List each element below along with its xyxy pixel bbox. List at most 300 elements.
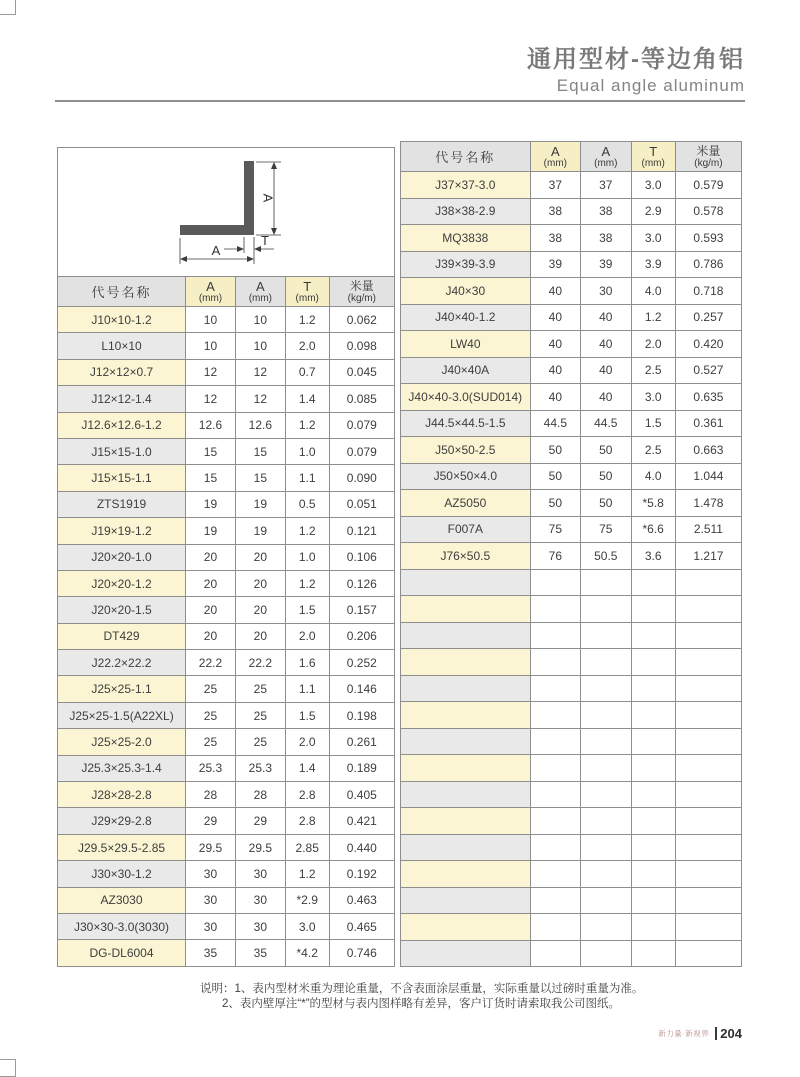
value-cell: [675, 887, 741, 914]
value-cell: [530, 834, 580, 861]
table-row: [401, 675, 742, 702]
page-subtitle: Equal angle aluminum: [556, 76, 745, 95]
value-cell: 0.051: [329, 491, 394, 517]
code-cell: AZ5050: [401, 490, 531, 517]
value-cell: 0.718: [675, 278, 741, 305]
value-cell: 10: [235, 333, 285, 359]
value-cell: [631, 675, 675, 702]
table-row: [58, 782, 395, 808]
code-cell: [401, 781, 531, 808]
col-header-t: T (mm): [631, 142, 675, 172]
code-cell: J50×50×4.0: [401, 463, 531, 490]
value-cell: 1.2: [285, 307, 329, 333]
code-cell: [401, 887, 531, 914]
code-cell: [401, 808, 531, 835]
registration-mark-bottom-left: [0, 1059, 16, 1077]
table-row: [58, 333, 395, 359]
value-cell: 29.5: [186, 834, 236, 860]
value-cell: 12: [186, 386, 236, 412]
value-cell: [581, 940, 631, 967]
value-cell: *2.9: [285, 887, 329, 913]
value-cell: 25: [235, 702, 285, 728]
value-cell: 19: [235, 491, 285, 517]
value-cell: 0.579: [675, 172, 741, 199]
code-cell: [401, 596, 531, 623]
table-row: [401, 490, 742, 517]
value-cell: [631, 596, 675, 623]
code-cell: J28×28-2.8: [58, 782, 186, 808]
value-cell: [581, 808, 631, 835]
code-cell: J25×25-2.0: [58, 729, 186, 755]
table-row: [401, 755, 742, 782]
table-row: [58, 307, 395, 333]
value-cell: 75: [530, 516, 580, 543]
value-cell: 12: [186, 359, 236, 385]
code-cell: [401, 914, 531, 941]
value-cell: 0.085: [329, 386, 394, 412]
table-row: [401, 384, 742, 411]
value-cell: [581, 596, 631, 623]
code-cell: J12×12×0.7: [58, 359, 186, 385]
value-cell: 1.2: [285, 518, 329, 544]
value-cell: 2.85: [285, 834, 329, 860]
value-cell: [675, 702, 741, 729]
value-cell: 1.0: [285, 544, 329, 570]
footer-divider: [715, 1027, 717, 1040]
value-cell: [581, 649, 631, 676]
value-cell: 0.192: [329, 861, 394, 887]
code-cell: L10×10: [58, 333, 186, 359]
value-cell: [631, 569, 675, 596]
value-cell: 2.8: [285, 782, 329, 808]
code-cell: [401, 861, 531, 888]
table-row: [401, 861, 742, 888]
value-cell: 0.045: [329, 359, 394, 385]
code-cell: J22.2×22.2: [58, 650, 186, 676]
value-cell: 50: [530, 437, 580, 464]
value-cell: 0.189: [329, 755, 394, 781]
value-cell: [530, 596, 580, 623]
value-cell: 1.478: [675, 490, 741, 517]
value-cell: 35: [186, 940, 236, 966]
value-cell: 1.1: [285, 676, 329, 702]
page-title: 通用型材-等边角铝: [527, 46, 745, 73]
table-row: [58, 861, 395, 887]
value-cell: 40: [581, 357, 631, 384]
table-row: [58, 438, 395, 464]
value-cell: 0.420: [675, 331, 741, 358]
table-row: [401, 940, 742, 967]
value-cell: 25.3: [186, 755, 236, 781]
page-footer: [658, 1026, 742, 1041]
value-cell: 12: [235, 386, 285, 412]
table-row: [401, 914, 742, 941]
code-cell: LW40: [401, 331, 531, 358]
col-header-a2: A (mm): [581, 142, 631, 172]
table-row: [401, 225, 742, 252]
code-cell: AZ3030: [58, 887, 186, 913]
value-cell: 75: [581, 516, 631, 543]
col-header-weight: 米量 (kg/m): [675, 142, 741, 172]
value-cell: 30: [186, 913, 236, 939]
code-cell: J19×19-1.2: [58, 518, 186, 544]
code-cell: J12.6×12.6-1.2: [58, 412, 186, 438]
value-cell: 40: [581, 331, 631, 358]
value-cell: 28: [186, 782, 236, 808]
value-cell: [675, 834, 741, 861]
note-line-2: 2、表内壁厚注“*”的型材与表内图样略有差异，客户订货时请索取我公司图纸。: [222, 998, 621, 1010]
page-header: [527, 46, 745, 96]
value-cell: 12.6: [186, 412, 236, 438]
value-cell: [675, 675, 741, 702]
value-cell: 0.198: [329, 702, 394, 728]
table-row: [58, 491, 395, 517]
value-cell: *6.6: [631, 516, 675, 543]
code-cell: J15×15-1.1: [58, 465, 186, 491]
value-cell: 3.6: [631, 543, 675, 570]
value-cell: 20: [235, 597, 285, 623]
table-row: [401, 463, 742, 490]
value-cell: [530, 649, 580, 676]
value-cell: [631, 702, 675, 729]
col-header-name: 代号名称: [58, 277, 186, 307]
code-cell: J20×20-1.0: [58, 544, 186, 570]
value-cell: 0.098: [329, 333, 394, 359]
table-row: [401, 198, 742, 225]
value-cell: 37: [581, 172, 631, 199]
code-cell: [401, 728, 531, 755]
table-row: [401, 728, 742, 755]
value-cell: 35: [235, 940, 285, 966]
code-cell: J39×39-3.9: [401, 251, 531, 278]
table-row: [58, 597, 395, 623]
value-cell: 0.578: [675, 198, 741, 225]
value-cell: 39: [530, 251, 580, 278]
table-row: [58, 359, 395, 385]
code-cell: J44.5×44.5-1.5: [401, 410, 531, 437]
value-cell: [675, 569, 741, 596]
value-cell: 15: [186, 465, 236, 491]
value-cell: [631, 940, 675, 967]
code-cell: [401, 755, 531, 782]
table-row: [58, 544, 395, 570]
table-row: [401, 251, 742, 278]
footer-brand: 新力量·新视界: [658, 1029, 710, 1038]
value-cell: 25: [186, 729, 236, 755]
value-cell: [581, 781, 631, 808]
value-cell: 0.421: [329, 808, 394, 834]
value-cell: 0.635: [675, 384, 741, 411]
code-cell: [401, 622, 531, 649]
value-cell: 20: [186, 570, 236, 596]
header-row: [401, 142, 742, 172]
value-cell: 25: [186, 676, 236, 702]
profile-vertical-leg: [244, 161, 254, 235]
table-row: [401, 834, 742, 861]
value-cell: 1.4: [285, 755, 329, 781]
value-cell: 12.6: [235, 412, 285, 438]
value-cell: 0.786: [675, 251, 741, 278]
code-cell: J29×29-2.8: [58, 808, 186, 834]
value-cell: 2.511: [675, 516, 741, 543]
value-cell: 20: [186, 544, 236, 570]
value-cell: 0.5: [285, 491, 329, 517]
right-spec-table-section: [400, 141, 742, 967]
value-cell: 2.5: [631, 357, 675, 384]
table-row: [58, 676, 395, 702]
value-cell: [675, 622, 741, 649]
value-cell: [631, 887, 675, 914]
value-cell: 1.2: [285, 570, 329, 596]
value-cell: 0.405: [329, 782, 394, 808]
value-cell: 30: [186, 887, 236, 913]
value-cell: 1.5: [285, 702, 329, 728]
code-cell: J25×25-1.1: [58, 676, 186, 702]
value-cell: [581, 569, 631, 596]
value-cell: 0.7: [285, 359, 329, 385]
value-cell: 0.121: [329, 518, 394, 544]
value-cell: [675, 808, 741, 835]
value-cell: [530, 622, 580, 649]
value-cell: 10: [186, 307, 236, 333]
value-cell: 3.0: [631, 225, 675, 252]
value-cell: 3.9: [631, 251, 675, 278]
code-cell: J30×30-1.2: [58, 861, 186, 887]
code-cell: [401, 834, 531, 861]
registration-mark-top-left: [0, 0, 16, 15]
value-cell: [675, 781, 741, 808]
value-cell: [530, 675, 580, 702]
col-header-a2: A (mm): [235, 277, 285, 307]
code-cell: J15×15-1.0: [58, 438, 186, 464]
code-cell: J25.3×25.3-1.4: [58, 755, 186, 781]
table-row: [58, 913, 395, 939]
value-cell: 1.2: [631, 304, 675, 331]
code-cell: J40×30: [401, 278, 531, 305]
table-row: [58, 702, 395, 728]
code-cell: J37×37-3.0: [401, 172, 531, 199]
value-cell: 1.0: [285, 438, 329, 464]
code-cell: ZTS1919: [58, 491, 186, 517]
col-header-name: 代号名称: [401, 142, 531, 172]
value-cell: [581, 675, 631, 702]
code-cell: [401, 569, 531, 596]
table-row: [58, 650, 395, 676]
table-row: [401, 516, 742, 543]
value-cell: 22.2: [235, 650, 285, 676]
value-cell: 40: [530, 278, 580, 305]
page-number: 204: [720, 1026, 742, 1041]
value-cell: 3.0: [631, 172, 675, 199]
value-cell: 25.3: [235, 755, 285, 781]
code-cell: J40×40-1.2: [401, 304, 531, 331]
value-cell: 28: [235, 782, 285, 808]
value-cell: 0.079: [329, 412, 394, 438]
profile-horizontal-leg: [180, 225, 254, 235]
table-row: [401, 808, 742, 835]
value-cell: [581, 728, 631, 755]
value-cell: 1.2: [285, 861, 329, 887]
value-cell: 44.5: [530, 410, 580, 437]
value-cell: 3.0: [631, 384, 675, 411]
value-cell: 4.0: [631, 278, 675, 305]
code-cell: J38×38-2.9: [401, 198, 531, 225]
value-cell: [675, 914, 741, 941]
value-cell: [530, 887, 580, 914]
value-cell: [631, 808, 675, 835]
value-cell: 40: [581, 304, 631, 331]
code-cell: J10×10-1.2: [58, 307, 186, 333]
table-row: [58, 808, 395, 834]
table-row: [401, 543, 742, 570]
value-cell: *4.2: [285, 940, 329, 966]
table-row: [58, 940, 395, 966]
value-cell: [631, 728, 675, 755]
col-header-a1: A (mm): [530, 142, 580, 172]
value-cell: 20: [186, 597, 236, 623]
value-cell: 50: [530, 463, 580, 490]
value-cell: [530, 728, 580, 755]
value-cell: [675, 649, 741, 676]
table-row: [401, 410, 742, 437]
value-cell: 1.4: [285, 386, 329, 412]
value-cell: 3.0: [285, 913, 329, 939]
table-row: [401, 331, 742, 358]
dim-label-t: T: [261, 233, 269, 248]
value-cell: 1.1: [285, 465, 329, 491]
value-cell: 40: [530, 331, 580, 358]
value-cell: 0.062: [329, 307, 394, 333]
value-cell: 50.5: [581, 543, 631, 570]
table-row: [58, 518, 395, 544]
code-cell: J76×50.5: [401, 543, 531, 570]
value-cell: 30: [235, 913, 285, 939]
value-cell: 39: [581, 251, 631, 278]
value-cell: 50: [530, 490, 580, 517]
header-rule: [55, 100, 745, 102]
value-cell: 12: [235, 359, 285, 385]
value-cell: [530, 781, 580, 808]
code-cell: J20×20-1.5: [58, 597, 186, 623]
value-cell: [581, 861, 631, 888]
value-cell: 30: [581, 278, 631, 305]
col-header-weight: 米量 (kg/m): [329, 277, 394, 307]
value-cell: 2.8: [285, 808, 329, 834]
code-cell: J50×50-2.5: [401, 437, 531, 464]
code-cell: DG-DL6004: [58, 940, 186, 966]
value-cell: 40: [581, 384, 631, 411]
value-cell: 20: [186, 623, 236, 649]
value-cell: 30: [186, 861, 236, 887]
code-cell: MQ3838: [401, 225, 531, 252]
value-cell: 0.463: [329, 887, 394, 913]
value-cell: 0.527: [675, 357, 741, 384]
value-cell: [631, 622, 675, 649]
value-cell: 0.593: [675, 225, 741, 252]
value-cell: 20: [235, 570, 285, 596]
value-cell: 15: [235, 465, 285, 491]
value-cell: [631, 834, 675, 861]
value-cell: 10: [186, 333, 236, 359]
value-cell: 4.0: [631, 463, 675, 490]
table-row: [401, 569, 742, 596]
value-cell: 0.126: [329, 570, 394, 596]
value-cell: 29.5: [235, 834, 285, 860]
table-row: [58, 755, 395, 781]
value-cell: [675, 728, 741, 755]
value-cell: 2.0: [285, 623, 329, 649]
table-row: [401, 781, 742, 808]
table-row: [401, 172, 742, 199]
table-row: [58, 570, 395, 596]
value-cell: 0.090: [329, 465, 394, 491]
value-cell: 2.0: [631, 331, 675, 358]
value-cell: 30: [235, 861, 285, 887]
code-cell: [401, 649, 531, 676]
value-cell: 0.157: [329, 597, 394, 623]
value-cell: 2.5: [631, 437, 675, 464]
code-cell: [401, 675, 531, 702]
value-cell: [581, 755, 631, 782]
value-cell: 0.206: [329, 623, 394, 649]
table-row: [58, 412, 395, 438]
value-cell: 50: [581, 463, 631, 490]
value-cell: 1.2: [285, 412, 329, 438]
value-cell: [675, 861, 741, 888]
value-cell: 40: [530, 357, 580, 384]
value-cell: 10: [235, 307, 285, 333]
col-header-t: T (mm): [285, 277, 329, 307]
value-cell: 1.217: [675, 543, 741, 570]
value-cell: 0.079: [329, 438, 394, 464]
value-cell: 15: [186, 438, 236, 464]
header-row: [58, 277, 395, 307]
value-cell: 2.9: [631, 198, 675, 225]
table-row: [58, 887, 395, 913]
value-cell: [631, 914, 675, 941]
value-cell: [631, 649, 675, 676]
value-cell: 19: [186, 518, 236, 544]
code-cell: [401, 940, 531, 967]
table-row: [401, 278, 742, 305]
angle-profile-diagram: [57, 147, 395, 277]
code-cell: [401, 702, 531, 729]
value-cell: 40: [530, 384, 580, 411]
value-cell: [530, 808, 580, 835]
value-cell: [675, 755, 741, 782]
table-row: [401, 357, 742, 384]
value-cell: [530, 755, 580, 782]
value-cell: 40: [530, 304, 580, 331]
value-cell: 44.5: [581, 410, 631, 437]
value-cell: 38: [581, 225, 631, 252]
value-cell: [631, 861, 675, 888]
value-cell: 0.261: [329, 729, 394, 755]
note-line-1: 说明：1、表内型材米重为理论重量，不含表面涂层重量，实际重量以过磅时重量为准。: [200, 983, 644, 995]
table-row: [401, 622, 742, 649]
table-row: [58, 465, 395, 491]
value-cell: 38: [581, 198, 631, 225]
value-cell: 1.5: [631, 410, 675, 437]
value-cell: 1.044: [675, 463, 741, 490]
value-cell: [530, 914, 580, 941]
value-cell: 50: [581, 437, 631, 464]
value-cell: 0.146: [329, 676, 394, 702]
code-cell: J12×12-1.4: [58, 386, 186, 412]
value-cell: 38: [530, 198, 580, 225]
value-cell: 37: [530, 172, 580, 199]
table-row: [58, 623, 395, 649]
